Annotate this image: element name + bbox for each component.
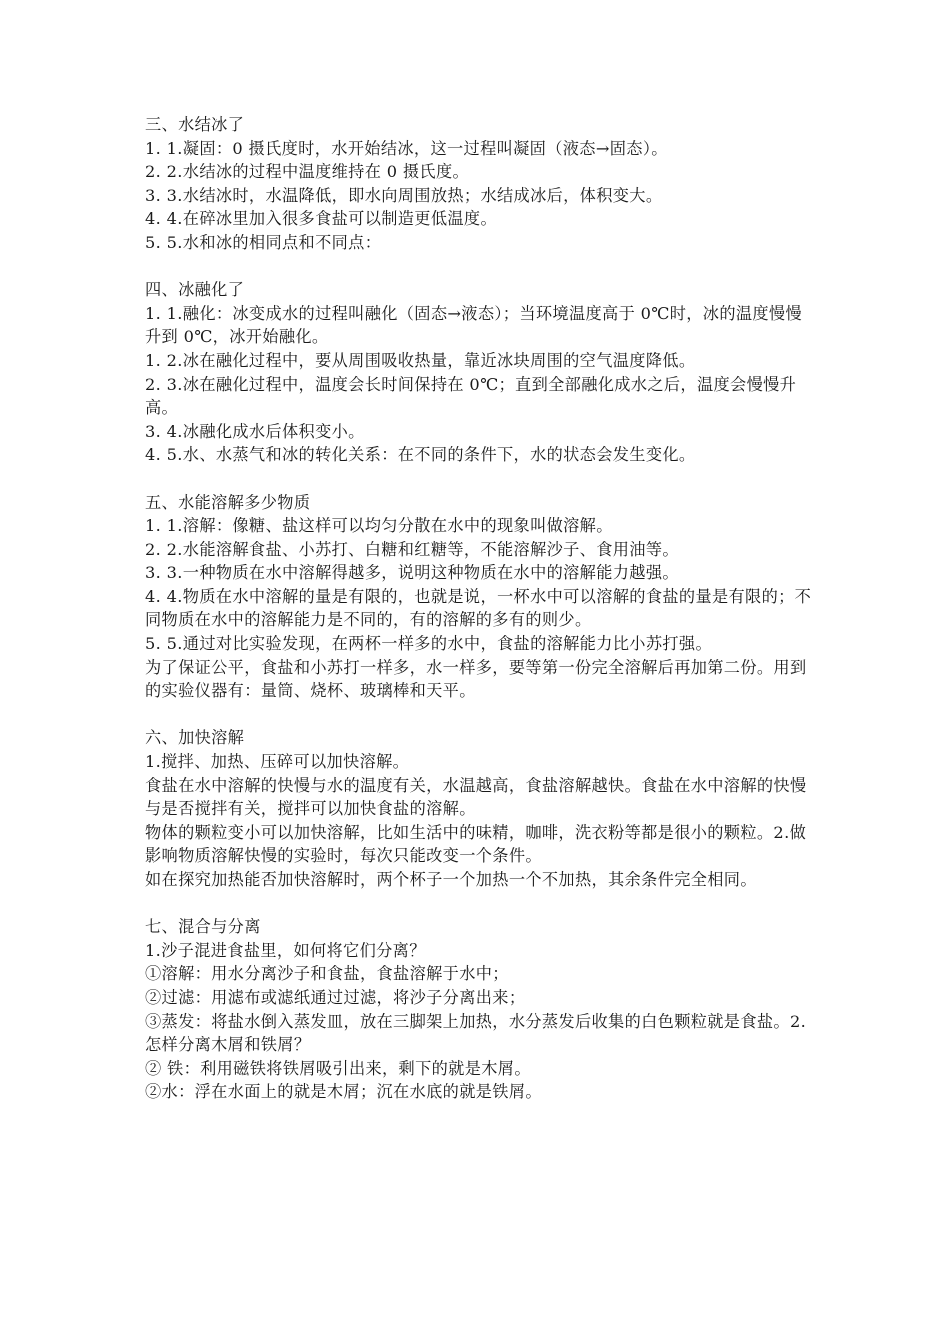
paragraph-line: 1. 2.冰在融化过程中，要从周围吸收热量，靠近冰块周围的空气温度降低。 <box>145 350 696 370</box>
paragraph-line: 4. 4.在碎冰里加入很多食盐可以制造更低温度。 <box>145 209 497 229</box>
paragraph-line: 2. 3.冰在融化过程中，温度会长时间保持在 0℃；直到全部融化成水之后，温度会慢慢升高。 <box>145 374 797 418</box>
paragraph-line: 2. 2.水能溶解食盐、小苏打、白糖和红糖等，不能溶解沙子、食用油等。 <box>145 539 679 559</box>
section-heading: 五、水能溶解多少物质 <box>145 492 311 512</box>
paragraph-line: 如在探究加热能否加快溶解时，两个杯子一个加热一个不加热，其余条件完全相同。 <box>145 870 757 889</box>
paragraph-line: 为了保证公平，食盐和小苏打一样多，水一样多，要等第一份完全溶解后再加第二份。用到的实验仪器有：量筒、烧杯、玻璃棒和天平。 <box>145 657 807 701</box>
paragraph-line: 1. 1.凝固：0 摄氏度时，水开始结冰，这一过程叫凝固（液态→固态）。 <box>145 138 668 158</box>
paragraph-line: 1. 1.融化：冰变成水的过程叫融化（固态→液态）；当环境温度高于 0℃时，冰的温度慢慢升到 0℃，冰开始融化。 <box>145 303 803 347</box>
section-heading: 七、混合与分离 <box>145 917 261 937</box>
paragraph-line: 4. 4.物质在水中溶解的量是有限的，也就是说，一杯水中可以溶解的食盐的量是有限的；不同物质在水中的溶解能力是不同的，有的溶解的多有的则少。 <box>145 586 812 630</box>
paragraph-line: ②水：浮在水面上的就是木屑；沉在水底的就是铁屑。 <box>145 1082 542 1102</box>
section-water-freezing <box>145 113 815 255</box>
document-page <box>145 113 815 1104</box>
section-dissolving-amount <box>145 491 815 703</box>
section-faster-dissolving <box>145 726 815 891</box>
paragraph-line: ② 铁：利用磁铁将铁屑吸引出来，剩下的就是木屑。 <box>145 1058 531 1078</box>
section-heading: 六、加快溶解 <box>145 728 245 748</box>
paragraph-line: 5. 5.通过对比实验发现，在两杯一样多的水中，食盐的溶解能力比小苏打强。 <box>145 634 712 654</box>
paragraph-line: 3. 3.水结冰时，水温降低，即水向周围放热；水结成冰后，体积变大。 <box>145 185 663 205</box>
section-heading: 四、冰融化了 <box>145 280 245 300</box>
paragraph-line: ③蒸发：将盐水倒入蒸发皿，放在三脚架上加热，水分蒸发后收集的白色颗粒就是食盐。2.怎样分离木屑和铁屑？ <box>145 1011 807 1055</box>
paragraph-line: 3. 3.一种物质在水中溶解得越多，说明这种物质在水中的溶解能力越强。 <box>145 563 679 583</box>
paragraph-line: 物体的颗粒变小可以加快溶解，比如生活中的味精，咖啡，洗衣粉等都是很小的颗粒。2.做影响物质溶解快慢的实验时，每次只能改变一个条件。 <box>145 822 807 866</box>
paragraph-line: 1.沙子混进食盐里，如何将它们分离？ <box>145 940 426 960</box>
paragraph-line: 3. 4.冰融化成水后体积变小。 <box>145 421 365 441</box>
paragraph-line: 2. 2.水结冰的过程中温度维持在 0 摄氏度。 <box>145 162 470 182</box>
paragraph-line: ②过滤：用滤布或滤纸通过过滤，将沙子分离出来； <box>145 987 526 1007</box>
paragraph-line: 1. 1.溶解：像糖、盐这样可以均匀分散在水中的现象叫做溶解。 <box>145 516 613 536</box>
paragraph-line: 4. 5.水、水蒸气和冰的转化关系：在不同的条件下，水的状态会发生变化。 <box>145 445 696 465</box>
paragraph-line: 1.搅拌、加热、压碎可以加快溶解。 <box>145 752 410 772</box>
section-mixing-separation <box>145 915 815 1104</box>
paragraph-line: 5. 5.水和冰的相同点和不同点： <box>145 232 382 252</box>
section-heading: 三、水结冰了 <box>145 115 245 134</box>
section-ice-melting <box>145 278 815 467</box>
paragraph-line: ①溶解：用水分离沙子和食盐，食盐溶解于水中； <box>145 964 509 984</box>
paragraph-line: 食盐在水中溶解的快慢与水的温度有关，水温越高，食盐溶解越快。食盐在水中溶解的快慢与是否搅拌有关，搅拌可以加快食盐的溶解。 <box>145 775 807 819</box>
